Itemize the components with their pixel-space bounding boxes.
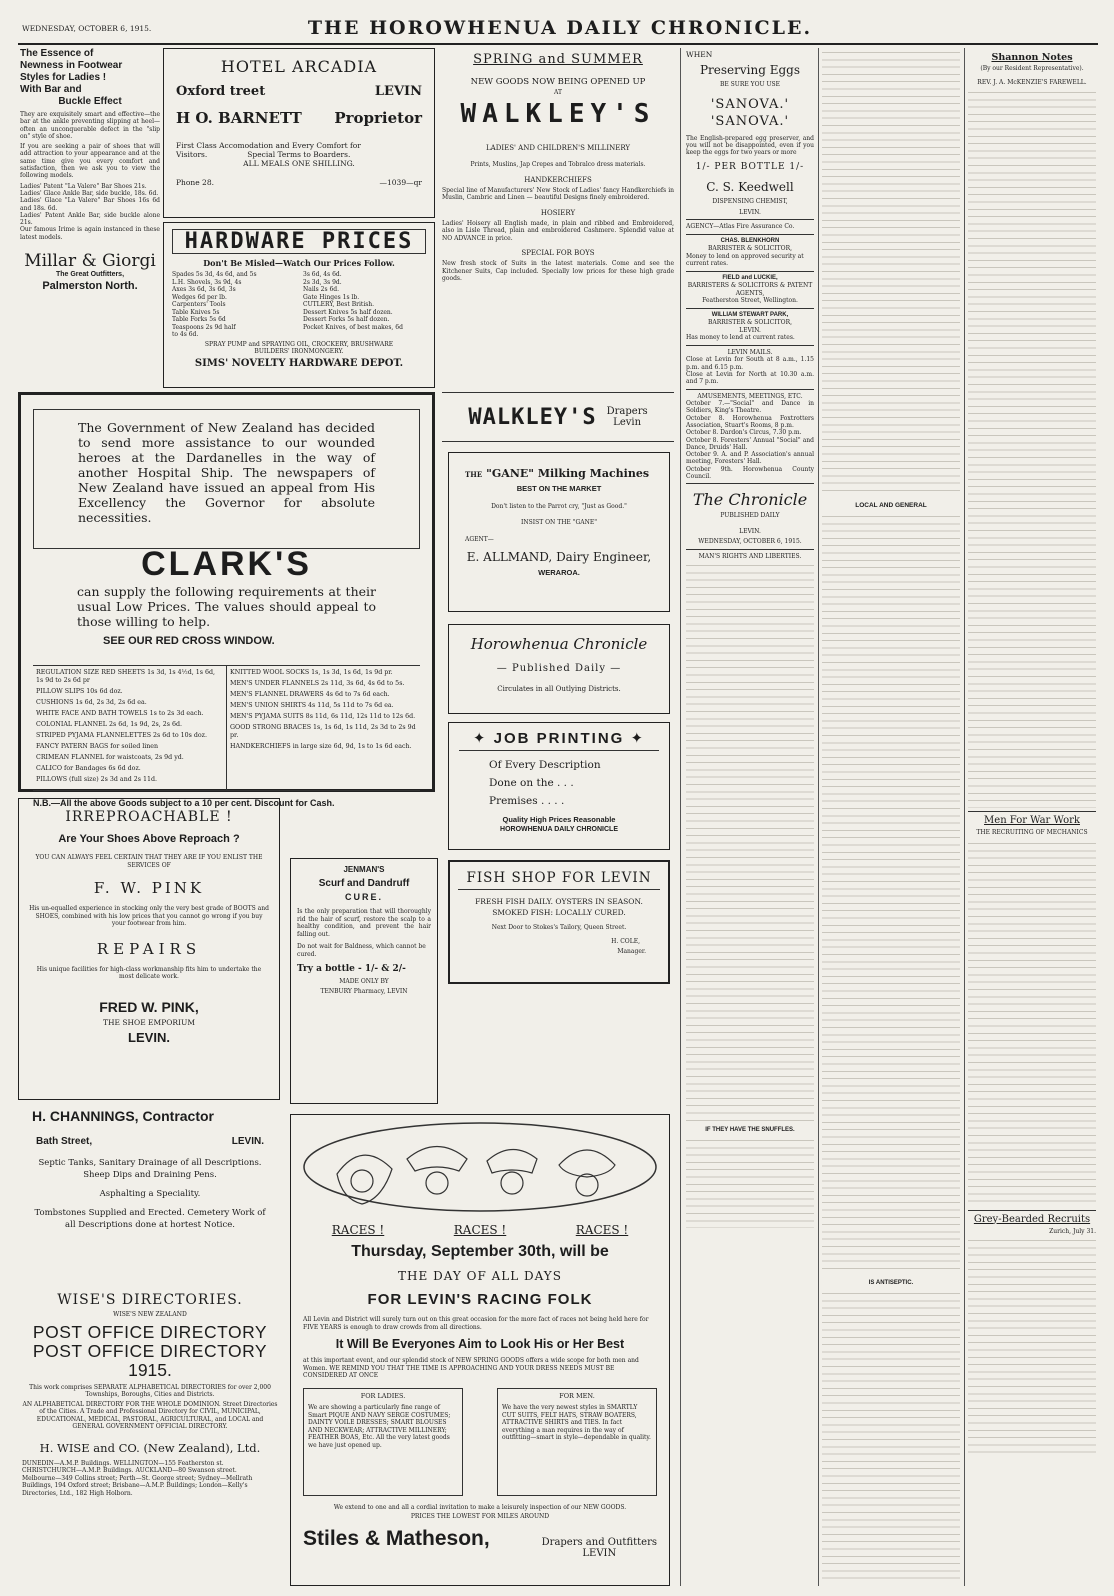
mails-north: Close at Levin for North at 10.30 a.m. and 7 p.m. [686, 370, 814, 386]
fish-line-1: FRESH FISH DAILY. OYSTERS IN SEASON. SMOKED FISH: LOCALLY CURED. [475, 897, 643, 917]
jenman-line-2: Do not wait for Baldness, which cannot be cured. [297, 943, 426, 958]
list-item: FANCY PATERN BAGS for soiled linen [36, 743, 159, 750]
essence-item-3: Ladies' Glace "La Valere" Bar Shoes 16s 6d and 18s. 6d. [20, 197, 160, 212]
walkley-section-3: HOSIERY [540, 208, 576, 217]
walkley-spring-heading: SPRING and SUMMER [473, 52, 643, 67]
article-text-block-2 [686, 1138, 814, 1228]
sanova-para: The English-prepared egg preserver, and you will not be disappointed, even if you keep the eggs for two years or more [686, 134, 814, 157]
wise-pod-2: POST OFFICE DIRECTORY [32, 1340, 268, 1361]
chronicle-daily: PUBLISHED DAILY [720, 512, 780, 520]
gane-milking-ad [448, 452, 670, 612]
men-for-war-sub: THE RECRUITING OF MECHANICS [976, 829, 1088, 836]
fish-line-2: Next Door to Stokes's Tailory, Queen Street. [491, 924, 627, 931]
event-5: October 9. A. and P. Association's annual meeting, Foresters' Hall. [686, 451, 814, 466]
column-rule-3 [964, 48, 965, 1586]
pink-line-1: YOU CAN ALWAYS FEEL CERTAIN THAT THEY ARE IF YOU ENLIST THE SERVICES OF [35, 854, 263, 869]
wise-address-1: DUNEDIN—A.M.P. Buildings. WELLINGTON—155 Featherston st. [22, 1459, 224, 1467]
hardware-sub: Don't Be Misled—Watch Our Prices Follow. [203, 258, 395, 268]
jenman-made: MADE ONLY BY [339, 978, 389, 985]
walkley-spring-ad [442, 52, 674, 362]
jenman-title: Scurf and Dandruff [318, 878, 410, 889]
zurich-dateline: Zurich, July 31. [1049, 1227, 1096, 1235]
wise-address-3: Melbourne—349 Collins street; Perth—St. George street; Sydney—Mellrath Buildings, 194 Oxford street; Brisbane—A.M.P. Buildings; London—Kelly's Directories, Ltd., 182 High Holborn. [22, 1474, 253, 1497]
article-text-block-4 [822, 514, 960, 1274]
jenman-line-1: Is the only preparation that will thoroughly rid the hair of scurf, restore the scalp to a healthy condition, and prevent the hair falling out. [297, 908, 431, 938]
walkley-section-2: HANDKERCHIEFS [524, 175, 592, 184]
article-text-block-6 [968, 90, 1096, 808]
wise-sub: WISE'S NEW ZEALAND [113, 1311, 187, 1318]
sanova-be-sure: BE SURE YOU USE [719, 81, 781, 88]
jenman-cure: CURE. [344, 892, 383, 902]
pink-shoes-ad [18, 798, 280, 1100]
blenkhorn-sub: BARRISTER & SOLICITOR, [707, 245, 792, 253]
races-3: RACES ! [575, 1223, 629, 1237]
list-item: WHITE FACE AND BATH TOWELS 1s to 2s 3d each. [36, 710, 204, 717]
list-item: Nails 2s 6d. [303, 286, 340, 293]
amusements-heading: AMUSEMENTS, MEETINGS, ETC. [697, 392, 803, 400]
hotel-name: HOTEL ARCADIA [220, 57, 378, 76]
walkley-section-3-text: Ladies' Hoisery all English made, in plain and ribbed and Embroidered, also in Lisle Thread, plain and embroidered Cashmere. Splendid value at NO ADVANCE in price. [442, 220, 674, 242]
hotel-street: Oxford treet [176, 84, 266, 99]
job-line-3: Premises . . . . [489, 795, 565, 807]
essence-heading-4: With Bar and [20, 84, 82, 95]
gane-name: "GANE" Milking Machines [486, 467, 650, 480]
park-text: Has money to lend at current rates. [686, 334, 795, 342]
gane-agent: AGENT— [465, 536, 494, 543]
mckenzie-heading: REV. J. A. McKENZIE'S FAREWELL. [977, 78, 1087, 86]
jenman-try: Try a bottle - 1/- & 2/- [297, 964, 406, 974]
essence-item-1: Ladies' Patent "La Valere" Bar Shoes 21s. [20, 182, 147, 190]
hchron-daily: — Published Daily — [496, 663, 622, 674]
walkley-at: AT [553, 89, 562, 96]
event-3: October 8. Dardon's Circus, 7.30 p.m. [686, 429, 802, 437]
wise-title: WISE'S DIRECTORIES. [57, 1292, 243, 1308]
for-men-heading: FOR MEN. [559, 1391, 595, 1400]
stiles-line-2: THE DAY OF ALL DAYS [398, 1269, 562, 1283]
gane-pre: THE [465, 470, 483, 479]
list-item: PILLOW SLIPS 10s 6d doz. [36, 688, 123, 695]
ladies-hats-illustration [297, 1119, 663, 1215]
hotel-line-1: First Class Accomodation and Every Comfort for [176, 141, 361, 150]
list-item: REGULATION SIZE RED SHEETS 1s 3d, 1s 4½d, 1s 6d, 1s 9d to 2s 6d pr [36, 669, 216, 684]
list-item: MEN'S FLANNEL DRAWERS 4s 6d to 7s 6d each. [230, 691, 390, 698]
list-item: COLONIAL FLANNEL 2s 6d, 1s 9d, 2s, 2s 6d. [36, 721, 183, 728]
walkley-section-4: SPECIAL FOR BOYS [521, 248, 595, 257]
list-item: 2s 3d, 3s 9d. [303, 278, 342, 286]
clarks-nb: N.B.—All the above Goods subject to a 10 per cent. Discount for Cash. [33, 798, 335, 808]
stiles-line-7: We extend to one and all a cordial invitation to make a leisurely inspection of our NEW GOODS. [333, 1503, 627, 1511]
fish-shop-ad [448, 860, 670, 984]
hardware-spray: SPRAY PUMP and SPRAYING OIL, CROCKERY, BRUSHWARE [204, 340, 394, 348]
list-item: Dessert Forks 5s half dozen. [303, 316, 390, 323]
walkley-section-1-text: Prints, Muslins, Jap Crepes and Tobralco dress materials. [470, 161, 646, 168]
list-item: L.H. Shovels, 3s 9d, 4s [172, 278, 242, 286]
list-item: MEN'S PYJAMA SUITS 8s 11d, 6s 11d, 12s 11d to 12s 6d. [230, 713, 416, 720]
list-item: GOOD STRONG BRACES 1s, 1s 6d, 1s 11d, 2s 3d to 2s 9d pr. [230, 724, 416, 739]
hotel-line-3: Special Terms to Boarders. [247, 150, 351, 159]
stiles-role: Drapers and Outfitters [541, 1536, 657, 1548]
sanova-when: WHEN [686, 50, 713, 59]
hotel-proprietor-label: Proprietor [334, 109, 422, 127]
hotel-ref: —1039—qr [379, 178, 422, 187]
grey-bearded-heading: Grey-Bearded Recruits [973, 1213, 1091, 1225]
hardware-title: HARDWARE PRICES [172, 229, 426, 254]
walkley-new-goods: NEW GOODS NOW BEING OPENED UP [470, 77, 646, 87]
walkley-section-4-text: New fresh stock of Suits in the latest materials. Come and see the Kitchener Suits, Cap included. Specially low prices for these high grade goods. [442, 260, 674, 283]
agency-line: AGENCY—Atlas Fire Assurance Co. [686, 223, 795, 231]
jenman-maker: TENBURY Pharmacy, LEVIN [320, 987, 408, 995]
chronicle-date: WEDNESDAY, OCTOBER 6, 1915. [698, 538, 802, 546]
races-1: RACES ! [331, 1223, 385, 1237]
job-line-4: Quality High Prices Reasonable [502, 815, 616, 824]
fish-name: H. COLE, [611, 937, 640, 945]
column-rule-1 [680, 48, 681, 1586]
column-rule-2 [818, 48, 819, 1586]
walkley-drapers-town: Levin [613, 417, 642, 428]
list-item: Wedges 6d per lb. [172, 293, 227, 301]
stiles-town: LEVIN [582, 1547, 617, 1559]
list-item: to 4s 6d. [172, 331, 199, 338]
essence-item-5: Our famous Irime is again instanced in these latest models. [20, 226, 160, 241]
wise-year: 1915. [128, 1359, 172, 1380]
for-men-box [497, 1388, 657, 1496]
stiles-matheson-ad [290, 1114, 670, 1586]
chronicle-town: LEVIN. [739, 527, 761, 535]
hotel-line-2: Visitors. [176, 150, 208, 159]
mails-south: Close at Levin for South at 8 a.m., 1.15 p.m. and 6.15 p.m. [686, 356, 814, 371]
list-item: CUSHIONS 1s 6d, 2s 3d, 2s 6d ea. [36, 699, 147, 706]
millar-giorgi-name: Millar & Giorgi [24, 251, 156, 272]
list-item: PILLOWS (full size) 2s 3d and 2s 11d. [36, 776, 158, 783]
sims-hardware-ad [163, 222, 435, 388]
list-item: Teaspoons 2s 9d half [172, 323, 236, 331]
chronicle-nameplate: The Chronicle [692, 490, 808, 510]
wise-company: H. WISE and CO. (New Zealand), Ltd. [39, 1440, 261, 1455]
masthead-title: THE HOROWHENUA DAILY CHRONICLE. [307, 17, 813, 39]
sanova-name-2: 'SANOVA.' [710, 113, 790, 129]
park-name: WILLIAM STEWART PARK, [711, 311, 789, 318]
sanova-price: 1/- PER BOTTLE 1/- [695, 162, 805, 173]
pink-sub: THE SHOE EMPORIUM [102, 1017, 196, 1027]
hotel-town: LEVIN [374, 84, 422, 99]
list-item: 3s 6d, 4s 6d. [303, 271, 342, 278]
job-line-5: HOROWHENUA DAILY CHRONICLE [500, 826, 618, 833]
horowhenua-chronicle-ad [448, 624, 670, 714]
article-text-block [686, 563, 814, 1123]
channings-line-2: Asphalting a Speciality. [99, 1189, 201, 1199]
article-text-block-3 [822, 50, 960, 496]
essence-heading-5: Buckle Effect [58, 96, 122, 107]
stiles-line-6: at this important event, and our splendid stock of NEW SPRING GOODS offers a wide scope for both men and Women. WE REMIND YOU THAT THE TIME IS APPROACHING AND YOUR DRESS NEEDS MUST BE CONSIDERED AT ONCE [303, 1357, 639, 1379]
local-general-heading: LOCAL AND GENERAL [855, 502, 927, 509]
clarks-window: SEE OUR RED CROSS WINDOW. [103, 635, 275, 647]
event-2: October 8. Horowhenua Foxtrotters Association, Stuart's Rooms, 8 p.m. [686, 414, 814, 429]
hotel-proprietor-name: H O. BARNETT [176, 109, 302, 127]
millar-giorgi-ad [20, 48, 160, 388]
list-item: Gate Hinges 1s lb. [303, 293, 360, 301]
pink-name: F. W. PINK [93, 879, 205, 897]
jenman-top: JENMAN'S [343, 865, 385, 874]
channings-ad [22, 1108, 278, 1288]
article-text-block-7 [968, 841, 1096, 1207]
masthead-date: WEDNESDAY, OCTOBER 6, 1915. [22, 24, 152, 33]
list-item: HANDKERCHIEFS in large size 6d, 9d, 1s to 1s 6d each. [230, 743, 412, 750]
hotel-arcadia-ad [163, 48, 435, 218]
shannon-sub: (By our Resident Representative). [980, 65, 1084, 72]
for-ladies-heading: FOR LADIES. [360, 1391, 406, 1400]
wise-pod-1: POST OFFICE DIRECTORY [32, 1321, 268, 1342]
local-general-column [822, 50, 960, 1586]
millar-giorgi-town: Palmerston North. [42, 280, 138, 293]
event-4: October 8. Foresters' Annual "Social" and Dance, Druids' Hall. [686, 436, 814, 451]
for-ladies-box [303, 1388, 463, 1496]
list-item: CUTLERY, Best British. [303, 301, 375, 308]
gane-town: WERAROA. [538, 567, 580, 577]
park-town: LEVIN. [739, 326, 761, 334]
channings-street: Bath Street, [36, 1136, 93, 1147]
hotel-line-4: ALL MEALS ONE SHILLING. [243, 159, 355, 168]
walkley-name: WALKLEY'S [460, 98, 656, 129]
for-men-text: We have the very newest styles in SMARTLY CUT SUITS, FELT HATS, STRAW BOATERS, ATTRACTIVE SHIRTS and TIES. In fact everything a man requires in the way of outfitting—smart in style—dependable in quality. [502, 1404, 651, 1441]
pink-town: LEVIN. [128, 1029, 170, 1045]
list-item: CRIMEAN FLANNEL for waistcoats, 2s 9d yd. [36, 754, 184, 761]
list-item: Dessert Knives 5s half dozen. [303, 308, 393, 316]
event-6: October 9th. Horowhenua County Council. [686, 465, 814, 481]
wise-directories-ad [22, 1292, 278, 1582]
snuffles-heading: IF THEY HAVE THE SNUFFLES. [705, 1127, 795, 1134]
list-item: STRIPED PYJAMA FLANNELETTES 2s 6d to 10s doz. [36, 732, 207, 739]
stiles-line-5: It Will Be Everyones Aim to Look His or Her Best [335, 1337, 625, 1351]
job-line-1: Of Every Description [489, 759, 601, 771]
clarks-supply-text: can supply the following requirements at their usual Low Prices. The values should appeal to those willing to help. [77, 584, 376, 629]
stiles-line-1: Thursday, September 30th, will be [351, 1243, 609, 1260]
walkley-section-1: LADIES' AND CHILDREN'S MILLINERY [486, 143, 630, 152]
clarks-right-list [227, 666, 420, 790]
walkley-drapers-label: Drapers [606, 406, 648, 417]
keedwell-sub: DISPENSING CHEMIST, [712, 198, 788, 206]
list-item: CALICO for Bandages 6s 6d doz. [36, 765, 141, 772]
channings-line-3: Tombstones Supplied and Erected. Cemetery Work of all Descriptions done at hortest Notice. [34, 1208, 266, 1230]
walkley-drapers-name: WALKLEY'S [468, 404, 597, 430]
jenman-cure-ad [290, 858, 438, 1104]
pink-line-2: His un-equalled experience in stocking only the very best grade of BOOTS and SHOES, combined with his low prices that you cannot go wrong if you buy your footwear from him. [29, 905, 269, 927]
sanova-name-1: 'SANOVA.' [710, 96, 790, 112]
clarks-name: CLARK'S [141, 545, 312, 583]
stiles-line-4: All Levin and District will surely turn out on this great occasion for the more fact of races not being held here for FIVE YEARS is enough to draw crowds from all directions. [303, 1316, 649, 1331]
pink-line-3: His unique facilities for high-class workmanship fits him to undertake the most delicate work. [36, 965, 262, 980]
essence-heading-3: Styles for Ladies ! [20, 72, 107, 83]
list-item: Spades 5s 3d, 4s 6d, and 5s [172, 271, 257, 278]
blenkhorn-name: CHAS. BLENKHORN [720, 237, 780, 244]
hardware-builders: BUILDERS' IRONMONGERY. [254, 348, 344, 355]
for-ladies-text: We are showing a particularly fine range of Smart PIQUE AND NAVY SERGE COSTUMES; DAINTY VOILE DRESSES; SMART BLOUSES AND NECKWEAR; ATTRACTIVE MILLINERY; FEATHER BOAS, Etc. All the very latest goods we have just opened up. [308, 1404, 451, 1449]
blenkhorn-text: Money to lend on approved security at current rates. [686, 252, 804, 268]
article-text-block-5 [822, 1291, 960, 1581]
list-item: MEN'S UNION SHIRTS 4s 11d, 5s 11d to 7s 6d ea. [230, 702, 394, 709]
gane-firm: E. ALLMAND, Dairy Engineer, [466, 549, 652, 564]
men-for-war-heading: Men For War Work [984, 815, 1080, 826]
pink-repairs: REPAIRS [96, 939, 202, 958]
channings-line-1: Septic Tanks, Sanitary Drainage of all Descriptions. Sheep Dips and Draining Pens. [38, 1158, 262, 1180]
gane-line-1: Don't listen to the Parrot cry, "Just as Good." [491, 503, 627, 510]
essence-para-2: If you are seeking a pair of shoes that will add attraction to your appearance and at the same time give you every comfort and satisfaction, then we ask you to view the following models. [20, 143, 160, 180]
fish-role: Manager. [617, 948, 646, 955]
shannon-title: Shannon Notes [991, 52, 1073, 63]
field-luckie-text: Featherston Street, Wellington. [702, 297, 798, 305]
park-sub: BARRISTER & SOLICITOR, [707, 319, 792, 327]
job-printing-ad [448, 722, 670, 850]
hotel-phone: Phone 28. [176, 178, 214, 187]
races-2: RACES ! [453, 1223, 507, 1237]
antiseptic-heading: IS ANTISEPTIC. [868, 1279, 914, 1286]
sanova-column [686, 50, 814, 1586]
shannon-column [968, 52, 1096, 1586]
pink-firm: FRED W. PINK, [99, 998, 199, 1015]
keedwell-town: LEVIN. [739, 208, 761, 216]
list-item: Table Knives 5s [172, 308, 220, 316]
article-text-block-8 [968, 1238, 1096, 1458]
clarks-left-list [33, 666, 227, 790]
stiles-firm: Stiles & Matheson, [303, 1526, 490, 1550]
stiles-line-3: FOR LEVIN'S RACING FOLK [367, 1291, 593, 1308]
millar-giorgi-sub: The Great Outfitters, [55, 271, 125, 279]
wise-address-2: CHRISTCHURCH—A.M.P. Buildings. AUCKLAND—80 Swanson street. [22, 1467, 237, 1474]
list-item: Axes 3s 6d, 3s 6d, 3s [172, 286, 236, 293]
wise-line-2: AN ALPHABETICAL DIRECTORY FOR THE WHOLE DOMINION. Street Directories of the Cities. A Trade and Professional Directory for CIVIL, MUNICIPAL, EDUCATIONAL, MEDICAL, PASTORAL, AGRICULTURAL, and LOCAL and GENERAL GOVERNMENT OFFICIAL DIRECTORY. [22, 1400, 278, 1430]
field-luckie-name: FIELD and LUCKIE, [722, 274, 778, 281]
masthead-rule [18, 43, 1098, 45]
sanova-heading: Preserving Eggs [699, 63, 801, 77]
mans-rights-heading: MAN'S RIGHTS AND LIBERTIES. [698, 552, 802, 560]
field-luckie-sub: BARRISTERS & SOLICITORS & PATENT AGENTS, [687, 282, 813, 297]
walkley-drapers-ad [442, 392, 674, 442]
wise-line-1: This work comprises SEPARATE ALPHABETICAL DIRECTORIES for over 2,000 Townships, Boroughs, Cities and Districts. [29, 1383, 271, 1398]
essence-para-1: They are exquisitely smart and effective—the bar at the ankle preventing slipping at heel—often an unconquerable defect in the "slip on" style of shoe. [20, 111, 160, 140]
essence-item-4: Ladies' Patent Ankle Bar, side buckle alone 21s. [20, 211, 160, 227]
hchron-name: Horowhenua Chronicle [470, 635, 648, 653]
hardware-right-list [303, 271, 426, 339]
job-line-2: Done on the . . . [489, 777, 574, 789]
keedwell-name: C. S. Keedwell [706, 180, 794, 195]
clarks-ad [18, 392, 435, 808]
list-item: Table Forks 5s 6d [172, 316, 226, 323]
list-item: KNITTED WOOL SOCKS 1s, 1s 3d, 1s 6d, 1s 9d pr. [230, 669, 393, 676]
job-title: ✦ JOB PRINTING ✦ [459, 729, 659, 751]
event-1: October 7.—"Social" and Dance in Soldiers, King's Theatre. [686, 400, 814, 415]
hardware-firm: SIMS' NOVELTY HARDWARE DEPOT. [194, 357, 404, 369]
essence-heading-1: The Essence of [20, 48, 94, 59]
channings-town: LEVIN. [231, 1136, 264, 1147]
clarks-intro: The Government of New Zealand has decided to send more assistance to our wounded heroes at the Dardanelles in the way of another Hospital Ship. The newspapers of New Zealand have issued an appeal from His Excellency the Governor for absolute necessities. [78, 420, 375, 525]
mails-heading: LEVIN MAILS. [727, 348, 773, 356]
list-item: Pocket Knives, of best makes, 6d [303, 323, 403, 331]
fish-title: FISH SHOP FOR LEVIN [458, 870, 660, 890]
hchron-circ: Circulates in all Outlying Districts. [497, 685, 621, 693]
channings-title: H. CHANNINGS, Contractor [32, 1108, 215, 1124]
stiles-line-8: PRICES THE LOWEST FOR MILES AROUND [410, 1513, 550, 1520]
hardware-left-list [172, 271, 295, 339]
essence-item-2: Ladies' Glace Ankle Bar, side buckle, 18s. 6d. [20, 189, 159, 197]
essence-heading-2: Newness in Footwear [20, 60, 123, 71]
pink-heading-1: IRREPROACHABLE ! [65, 809, 233, 825]
list-item: Carpenters' Tools [172, 301, 226, 308]
walkley-section-2-text: Special line of Manufacturers' New Stock of Ladies' fancy Handkerchiefs in Muslin, Cambric and Linen — beautiful Designs finely embroidered. [442, 187, 674, 202]
gane-line-2: INSIST ON THE "GANE" [521, 518, 597, 526]
pink-heading-2: Are Your Shoes Above Reproach ? [58, 833, 240, 845]
list-item: MEN'S UNDER FLANNELS 2s 11d, 3s 6d, 4s 6d to 5s. [230, 680, 405, 687]
gane-best: BEST ON THE MARKET [516, 484, 602, 493]
